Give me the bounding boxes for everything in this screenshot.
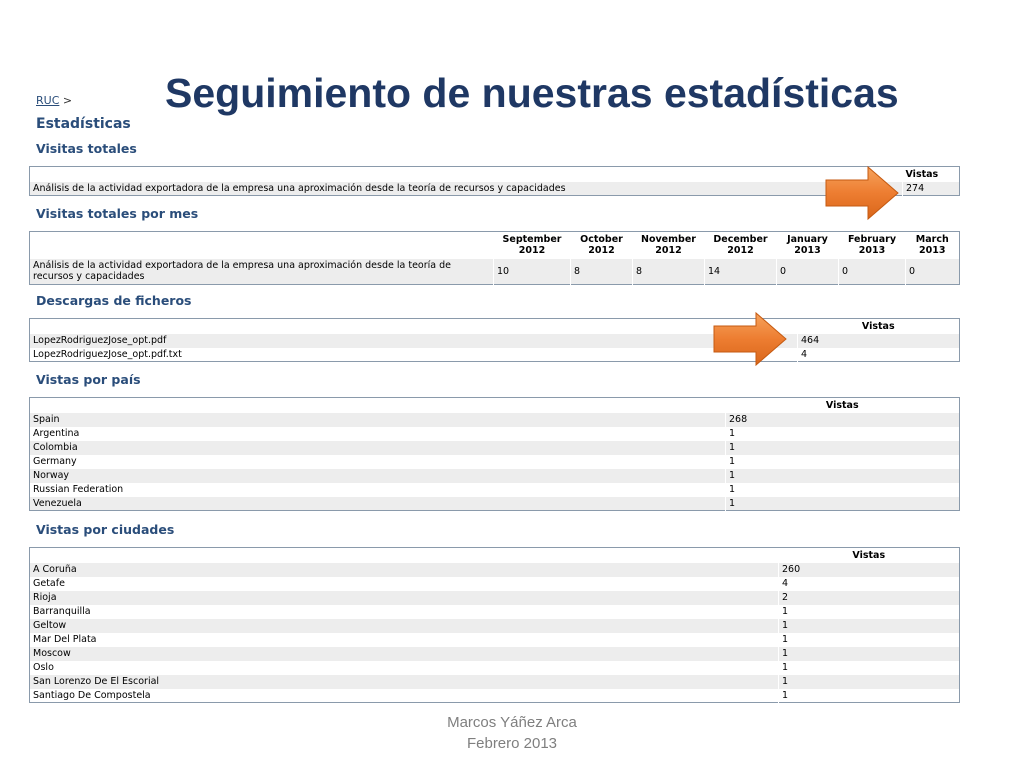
- month-value: 0: [777, 259, 839, 285]
- column-header-vistas: Vistas: [779, 548, 960, 563]
- header-cell-empty: [30, 548, 779, 563]
- country-value: 1: [726, 497, 960, 511]
- countries-table: [29, 397, 960, 511]
- table-row: [30, 497, 960, 511]
- table-row: [30, 483, 960, 497]
- header-cell-empty: [30, 398, 726, 413]
- column-header-month: September 2012: [494, 232, 571, 259]
- country-name: Norway: [30, 469, 726, 483]
- city-value: 260: [779, 563, 960, 577]
- month-value: 0: [839, 259, 906, 285]
- file-name[interactable]: LopezRodriguezJose_opt.pdf: [30, 334, 798, 348]
- city-value: 1: [779, 689, 960, 703]
- month-value: 8: [571, 259, 633, 285]
- column-header-month: October 2012: [571, 232, 633, 259]
- column-header-month: March 2013: [906, 232, 960, 259]
- table-row: [30, 675, 960, 689]
- table-row: [30, 348, 960, 362]
- slide-footer: [412, 712, 612, 754]
- table-row: [30, 413, 960, 427]
- column-header-month: February 2013: [839, 232, 906, 259]
- table-row: [30, 563, 960, 577]
- city-name: Geltow: [30, 619, 779, 633]
- item-title: Análisis de la actividad exportadora de la empresa una aproximación desde la teoría de recursos y capacidades: [30, 259, 494, 285]
- countries-heading: Vistas por país: [36, 372, 141, 387]
- city-name: Mar Del Plata: [30, 633, 779, 647]
- country-name: Argentina: [30, 427, 726, 441]
- table-row: [30, 577, 960, 591]
- month-value: 8: [633, 259, 705, 285]
- column-header-month: December 2012: [705, 232, 777, 259]
- table-row: [30, 469, 960, 483]
- country-value: 1: [726, 483, 960, 497]
- city-value: 1: [779, 605, 960, 619]
- item-value: 274: [903, 182, 960, 196]
- table-row: [30, 605, 960, 619]
- city-value: 1: [779, 633, 960, 647]
- cities-table: [29, 547, 960, 703]
- footer-date: Febrero 2013: [466, 735, 558, 752]
- country-name: Colombia: [30, 441, 726, 455]
- file-downloads: 4: [798, 348, 960, 362]
- city-name: Oslo: [30, 661, 779, 675]
- breadcrumb-link-ruc[interactable]: RUC: [36, 94, 60, 107]
- header-cell-empty: [30, 319, 798, 334]
- downloads-table: [29, 318, 960, 362]
- country-name: Spain: [30, 413, 726, 427]
- table-row: [30, 619, 960, 633]
- month-value: 0: [906, 259, 960, 285]
- country-name: Russian Federation: [30, 483, 726, 497]
- table-row: [30, 633, 960, 647]
- country-name: Venezuela: [30, 497, 726, 511]
- country-value: 1: [726, 441, 960, 455]
- table-row: [30, 334, 960, 348]
- city-value: 1: [779, 647, 960, 661]
- table-row: [30, 661, 960, 675]
- country-value: 268: [726, 413, 960, 427]
- country-value: 1: [726, 427, 960, 441]
- city-name: A Coruña: [30, 563, 779, 577]
- column-header-vistas: Vistas: [903, 167, 960, 182]
- arrow-right-icon: [824, 165, 900, 221]
- city-name: Rioja: [30, 591, 779, 605]
- country-name: Germany: [30, 455, 726, 469]
- city-name: San Lorenzo De El Escorial: [30, 675, 779, 689]
- total-visits-heading: Visitas totales: [36, 141, 137, 156]
- month-value: 10: [494, 259, 571, 285]
- table-row: [30, 182, 960, 196]
- arrow-right-icon: [712, 311, 788, 367]
- table-row: [30, 455, 960, 469]
- header-cell-empty: [30, 232, 494, 259]
- country-value: 1: [726, 469, 960, 483]
- breadcrumb: [36, 94, 72, 107]
- city-value: 4: [779, 577, 960, 591]
- downloads-heading: Descargas de ficheros: [36, 293, 192, 308]
- table-row: [30, 689, 960, 703]
- column-header-vistas: Vistas: [726, 398, 960, 413]
- page-heading: Estadísticas: [36, 116, 131, 132]
- table-row: [30, 441, 960, 455]
- city-value: 1: [779, 675, 960, 689]
- city-name: Moscow: [30, 647, 779, 661]
- monthly-visits-table: [29, 231, 960, 285]
- table-row: [30, 591, 960, 605]
- footer-author: Marcos Yáñez Arca: [447, 714, 577, 731]
- column-header-month: November 2012: [633, 232, 705, 259]
- column-header-month: January 2013: [777, 232, 839, 259]
- monthly-visits-heading: Visitas totales por mes: [36, 206, 199, 221]
- month-value: 14: [705, 259, 777, 285]
- city-value: 1: [779, 661, 960, 675]
- city-value: 2: [779, 591, 960, 605]
- table-row: [30, 427, 960, 441]
- cities-heading: Vistas por ciudades: [36, 522, 175, 537]
- column-header-vistas: Vistas: [798, 319, 960, 334]
- city-value: 1: [779, 619, 960, 633]
- slide-title: Seguimiento de nuestras estadísticas: [165, 70, 899, 116]
- total-visits-table: [29, 166, 960, 196]
- file-name[interactable]: LopezRodriguezJose_opt.pdf.txt: [30, 348, 798, 362]
- table-row: [30, 647, 960, 661]
- file-downloads: 464: [798, 334, 960, 348]
- item-title: Análisis de la actividad exportadora de la empresa una aproximación desde la teoría de recursos y capacidades: [30, 182, 903, 196]
- country-value: 1: [726, 455, 960, 469]
- city-name: Barranquilla: [30, 605, 779, 619]
- header-cell-empty: [30, 167, 903, 182]
- breadcrumb-separator: >: [62, 94, 73, 107]
- city-name: Santiago De Compostela: [30, 689, 779, 703]
- city-name: Getafe: [30, 577, 779, 591]
- table-row: [30, 259, 960, 285]
